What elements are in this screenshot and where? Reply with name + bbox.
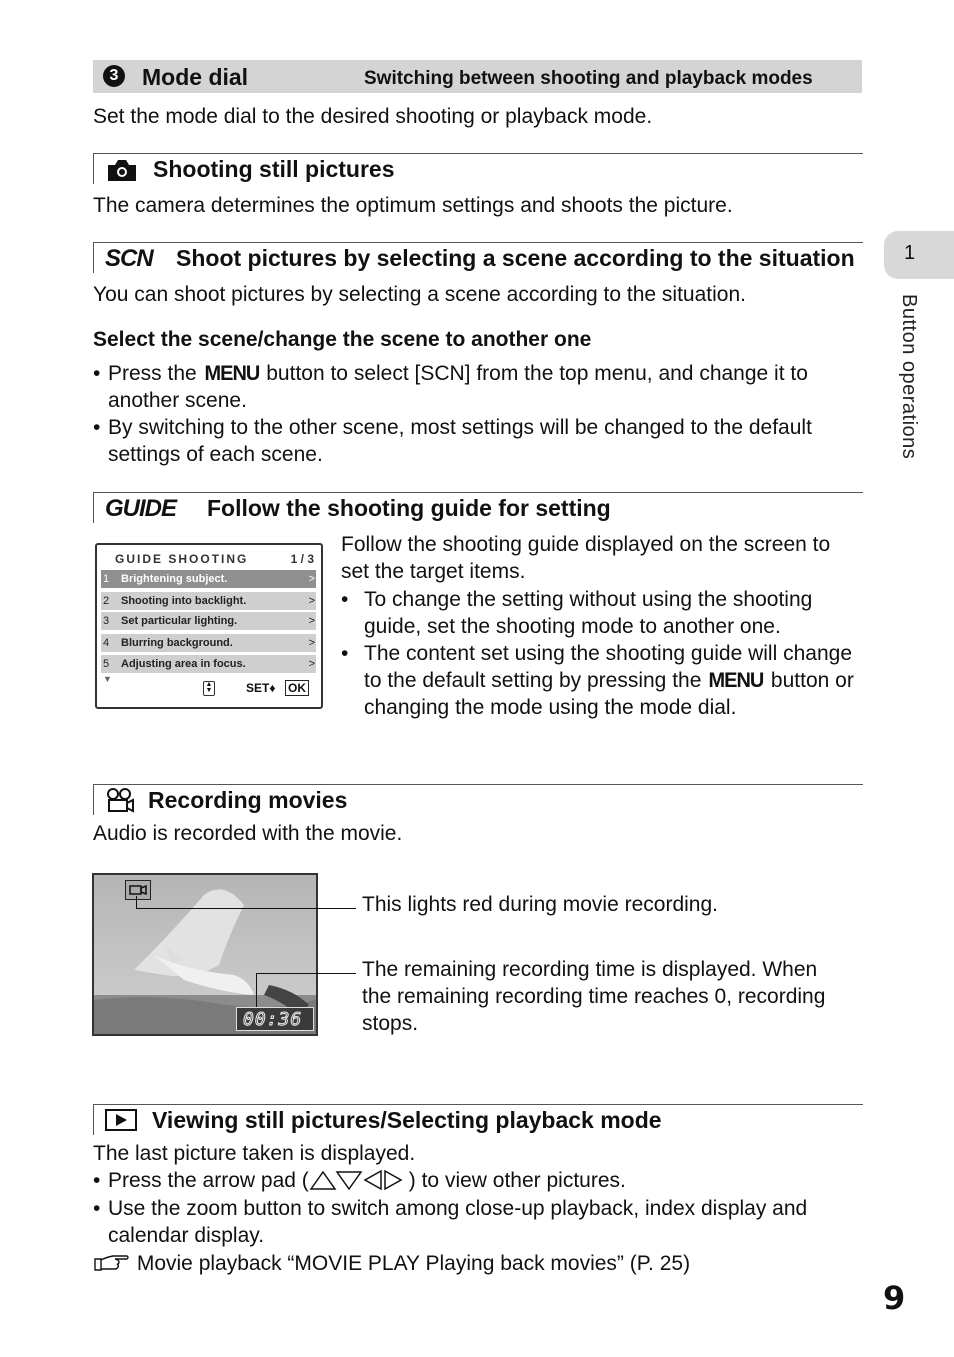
set-text: SET	[246, 681, 270, 695]
pointing-hand-icon	[93, 1253, 131, 1280]
chevron-right-icon: >	[308, 637, 315, 649]
movie-section-header	[93, 784, 863, 815]
scn-bullet-1-text-a: Press the	[108, 362, 197, 385]
chapter-number: 1	[904, 242, 916, 264]
guide-bullet-2-text-b: button or changing the mode using the mode dial.	[364, 669, 854, 719]
menu-button-label: MENU	[708, 669, 764, 692]
scn-bullet-1-text-b: button to select [SCN] from the top menu, and change it to another scene.	[108, 362, 808, 412]
guide-screen-page: 1 / 3	[290, 552, 314, 566]
scn-bullet-2-text: By switching to the other scene, most settings will be changed to the default settings of each scene.	[108, 416, 812, 466]
mode-dial-title: Mode dial	[142, 64, 249, 90]
guide-icon: GUIDE	[105, 495, 177, 522]
callout-line-2-vertical	[256, 973, 257, 1007]
remaining-time-display: 00:36	[243, 1009, 303, 1030]
guide-item-label: Set particular lighting.	[121, 615, 238, 627]
guide-menu-item[interactable]	[101, 634, 316, 652]
playback-icon	[105, 1109, 137, 1136]
chapter-label: Button operations	[898, 294, 920, 460]
scroll-down-icon: ▼	[103, 674, 112, 684]
shooting-title: Shooting still pictures	[153, 156, 395, 182]
number-3-icon	[103, 65, 125, 87]
camera-icon	[106, 158, 138, 187]
playback-section-header	[93, 1104, 863, 1135]
guide-item-number: 5	[103, 658, 110, 670]
playback-bullet-1: • Press the arrow pad ( ) to view other pictures.	[93, 1167, 863, 1198]
guide-item-label: Blurring background.	[121, 637, 233, 649]
remaining-time-box	[236, 1007, 314, 1031]
movie-callout-2: The remaining recording time is displayed. When the remaining recording time reaches 0, recording stops.	[362, 958, 826, 1035]
playback-title: Viewing still pictures/Selecting playback mode	[152, 1107, 662, 1133]
playback-description: The last picture taken is displayed.	[93, 1142, 416, 1165]
scn-icon: SCN	[105, 245, 153, 272]
chevron-right-icon: >	[308, 615, 315, 627]
ok-button-icon: OK	[285, 680, 309, 696]
page-number: 9	[883, 1279, 906, 1317]
guide-bullet-1-text: To change the setting without using the shooting guide, set the shooting mode to another one.	[364, 588, 813, 638]
guide-item-label: Adjusting area in focus.	[121, 658, 246, 670]
guide-section-header	[93, 492, 863, 523]
guide-description: Follow the shooting guide displayed on the screen to set the target items.	[341, 533, 831, 583]
guide-item-label: Brightening subject.	[121, 573, 228, 585]
guide-item-number: 3	[103, 615, 110, 627]
chevron-right-icon: >	[308, 573, 315, 585]
guide-bullet-2-text-a: The content set using the shooting guide will change to the default setting by pressing the	[364, 642, 852, 692]
scn-bullet-1: • Press the MENU button to select [SCN] from the top menu, and change it to another scene.	[93, 362, 808, 412]
bullet-dot: •	[341, 642, 349, 665]
reference-text: Movie playback “MOVIE PLAY Playing back movies” (P. 25)	[136, 1252, 691, 1275]
playback-bullet-2: • Use the zoom button to switch among close-up playback, index display and calendar display.	[93, 1195, 863, 1249]
callout-line-1-vertical	[136, 896, 137, 908]
guide-bullet-2	[341, 640, 861, 721]
playback-bullet-1-text-b: ) to view other pictures.	[408, 1169, 626, 1192]
playback-bullet-1-text-a: Press the arrow pad (	[108, 1169, 309, 1192]
bullet-dot: •	[341, 588, 349, 611]
shooting-section-header	[93, 153, 863, 184]
playback-bullet-2-text: Use the zoom button to switch among close-up playback, index display and calendar display.	[108, 1197, 808, 1247]
guide-item-number: 4	[103, 637, 110, 649]
guide-item-number: 2	[103, 595, 110, 607]
chapter-tab	[884, 231, 954, 279]
movie-title: Recording movies	[148, 787, 348, 813]
mode-dial-description: Set the mode dial to the desired shooting or playback mode.	[93, 105, 653, 128]
guide-item-label: Shooting into backlight.	[121, 595, 247, 607]
up-down-arrows-icon: ▲ ▼	[203, 681, 215, 696]
movie-indicator-icon	[125, 880, 151, 900]
callout-line-1	[136, 908, 356, 909]
movie-camera-icon	[105, 787, 135, 818]
set-label: SET♦	[246, 681, 276, 695]
guide-menu-item[interactable]	[101, 612, 316, 630]
guide-shooting-screen	[95, 543, 323, 709]
shooting-description: The camera determines the optimum settings and shoots the picture.	[93, 194, 733, 217]
guide-title: Follow the shooting guide for setting	[207, 495, 611, 521]
movie-callout-1: This lights red during movie recording.	[362, 893, 718, 916]
mode-dial-number: 3	[109, 67, 119, 84]
guide-screen-title: GUIDE SHOOTING	[115, 552, 249, 566]
menu-button-label: MENU	[204, 362, 259, 385]
scn-description: You can shoot pictures by selecting a scene according to the situation.	[93, 283, 746, 306]
scn-subheading: Select the scene/change the scene to another one	[93, 328, 592, 351]
scn-bullet-2: • By switching to the other scene, most settings will be changed to the default settings of each scene.	[93, 414, 863, 468]
guide-menu-item[interactable]	[101, 592, 316, 610]
arrow-pad-icons	[309, 1169, 409, 1198]
chevron-right-icon: >	[308, 595, 315, 607]
scn-title: Shoot pictures by selecting a scene according to the situation	[176, 245, 855, 271]
movie-recording-screen	[92, 873, 318, 1036]
mode-dial-subtitle: Switching between shooting and playback modes	[364, 68, 813, 89]
guide-item-number: 1	[103, 573, 110, 585]
reference-line	[93, 1250, 690, 1280]
movie-description: Audio is recorded with the movie.	[93, 822, 403, 845]
guide-bullet-1	[341, 586, 861, 640]
chevron-right-icon: >	[308, 658, 315, 670]
guide-menu-item[interactable]	[101, 655, 316, 673]
scn-section-header	[93, 242, 863, 273]
callout-line-2	[256, 973, 356, 974]
guide-menu-item[interactable]	[101, 570, 316, 588]
